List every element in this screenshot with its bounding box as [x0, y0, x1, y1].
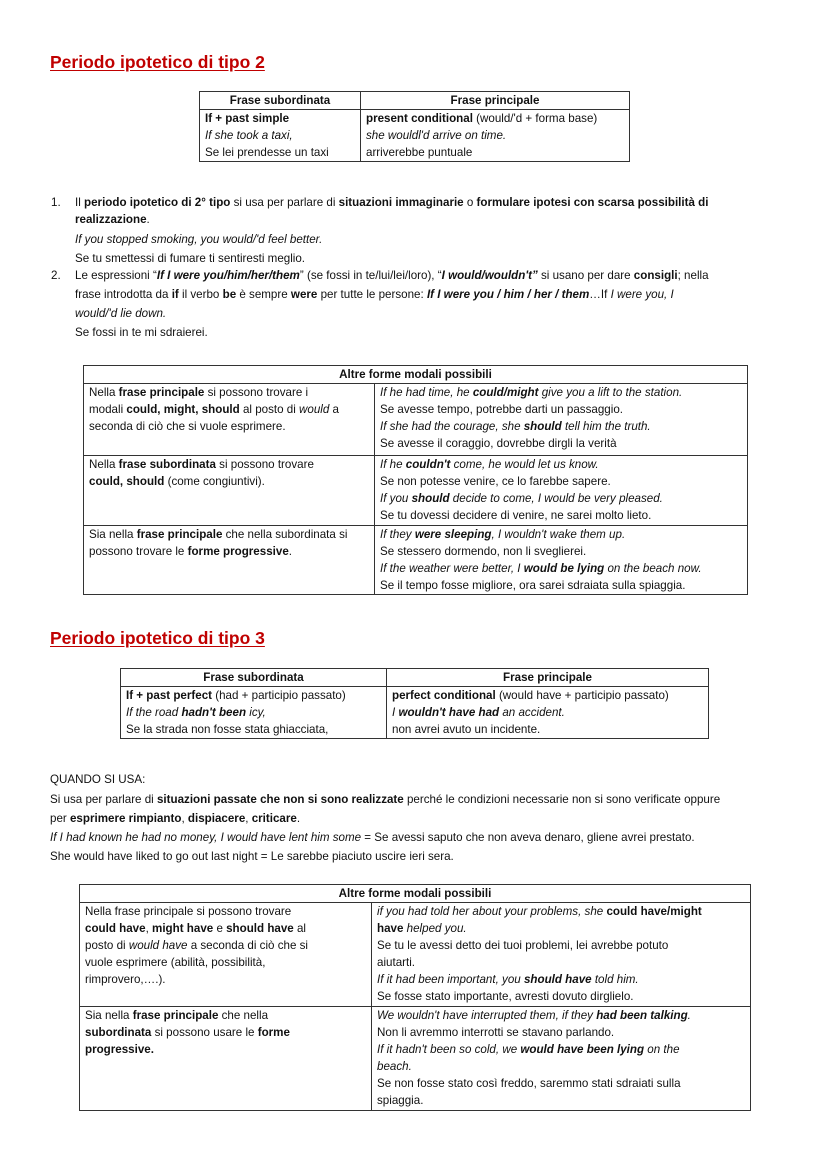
text-run: Se il tempo fosse migliore, ora sarei sdraiata sulla spiaggia. — [380, 579, 686, 592]
text-run: would — [299, 403, 330, 416]
text-run: should have — [226, 922, 294, 935]
modal-right-cell — [375, 526, 748, 595]
modal-left-cell — [80, 903, 372, 1007]
text-run: If the weather were better, I — [380, 562, 524, 575]
text-run: tell him the truth. — [561, 420, 651, 433]
text-line — [50, 810, 790, 827]
table-header: Frase subordinata — [200, 92, 361, 110]
text-run: would be lying — [523, 562, 605, 575]
text-run: She would have liked to go out last night = Le sarebbe piaciuto uscire ieri sera. — [50, 850, 454, 863]
text-run: present conditional — [366, 112, 473, 125]
text-run: ; nella — [677, 269, 709, 282]
table-cell — [387, 721, 709, 739]
text-line — [85, 954, 366, 971]
text-run: il verbo — [178, 288, 223, 301]
text-line — [377, 1092, 745, 1109]
text-line — [377, 920, 745, 937]
list-number: 1. — [51, 196, 61, 209]
text-run: = Se avessi saputo che non aveva denaro, gliene avrei prestato. — [361, 831, 695, 844]
table-cell — [121, 704, 387, 721]
text-run: …If — [589, 288, 611, 301]
text-run: If it hadn't been so cold, we — [377, 1043, 521, 1056]
text-run: ” (se fossi in te/lui/lei/loro), “ — [299, 269, 442, 282]
text-run: could, should — [89, 475, 165, 488]
text-line — [380, 418, 742, 435]
text-line — [89, 401, 369, 418]
text-run: Il — [75, 196, 85, 209]
text-run: . — [288, 545, 293, 558]
text-run: criticare — [251, 812, 297, 825]
text-run: wouldn't have had — [398, 706, 500, 719]
text-line — [85, 903, 366, 920]
text-run: , — [181, 812, 188, 825]
text-line — [377, 1058, 745, 1075]
list-item — [51, 267, 791, 341]
text-run: Se avesse il coraggio, dovrebbe dirgli la verità — [380, 437, 617, 450]
text-run: non avrei avuto un incidente. — [392, 723, 541, 736]
text-run: couldn't — [405, 458, 451, 471]
text-run: esprimere rimpianto — [69, 812, 182, 825]
text-run: Se tu smettessi di fumare ti sentiresti meglio. — [75, 252, 306, 265]
text-run: were sleeping — [414, 528, 492, 541]
text-run: Se non potesse venire, ce lo farebbe sapere. — [380, 475, 611, 488]
text-run: formulare ipotesi con scarsa possibilità di — [476, 196, 709, 209]
heading-tipo-3: Periodo ipotetico di tipo 3 — [50, 628, 265, 648]
text-run: perfect conditional — [392, 689, 496, 702]
text-run: , — [245, 812, 252, 825]
text-run: beach. — [377, 1060, 412, 1073]
text-run: Sia nella — [89, 528, 137, 541]
text-run: rimprovero,….). — [85, 973, 166, 986]
text-run: Se non fosse stato così freddo, saremmo stati sdraiati sulla — [377, 1077, 681, 1090]
table-cell — [200, 110, 361, 128]
text-line — [75, 231, 791, 248]
table-cell — [200, 127, 361, 144]
text-run: aiutarti. — [377, 956, 416, 969]
text-run: on the — [644, 1043, 680, 1056]
text-line — [380, 526, 742, 543]
text-line — [89, 418, 369, 435]
text-run: al posto di — [239, 403, 300, 416]
text-run: If + past simple — [205, 112, 290, 125]
text-run: subordinata — [85, 1026, 152, 1039]
text-run: If I were you/him/her/them — [156, 269, 300, 282]
text-run: si possono trovare — [215, 458, 314, 471]
text-run: che nella — [218, 1009, 269, 1022]
text-run: , I wouldn't wake them up. — [491, 528, 626, 541]
table-header: Frase principale — [361, 92, 630, 110]
text-line — [377, 1075, 745, 1092]
modal-table-title: Altre forme modali possibili — [80, 885, 751, 903]
text-line — [85, 1041, 366, 1058]
modal-left-cell — [84, 384, 375, 456]
text-run: If he — [380, 458, 406, 471]
modal-right-cell — [372, 903, 751, 1007]
text-run: should have — [523, 973, 592, 986]
modal-right-cell — [375, 384, 748, 456]
table-cell — [387, 704, 709, 721]
table-cell — [361, 127, 630, 144]
numbered-list — [51, 194, 791, 341]
text-run: if — [171, 288, 179, 301]
text-run: . — [146, 213, 150, 226]
text-run: have — [377, 922, 404, 935]
text-run: (would have + participio passato) — [495, 689, 669, 702]
text-run: Non li avremmo interrotti se stavano parlando. — [377, 1026, 615, 1039]
text-line — [377, 937, 745, 954]
text-run: Se fosse stato importante, avresti dovuto dirglielo. — [377, 990, 634, 1003]
table-header: Frase subordinata — [121, 669, 387, 687]
text-line — [75, 324, 791, 341]
modal-right-cell — [375, 456, 748, 526]
text-line — [85, 920, 366, 937]
text-run: Se lei prendesse un taxi — [205, 146, 329, 159]
text-run: an accident. — [499, 706, 565, 719]
text-run: If + past perfect — [126, 689, 213, 702]
text-run: periodo ipotetico di 2° tipo — [84, 196, 231, 209]
text-run: vuole esprimere (abilità, possibilità, — [85, 956, 266, 969]
modal-left-cell — [80, 1007, 372, 1111]
text-line — [50, 848, 790, 865]
text-run: could/might — [472, 386, 539, 399]
text-run: forme — [257, 1026, 290, 1039]
text-run: Se stessero dormendo, non li sveglierei. — [380, 545, 587, 558]
text-run: Le espressioni “ — [75, 269, 157, 282]
text-run: had been talking — [596, 1009, 688, 1022]
text-line — [377, 988, 745, 1005]
text-run: come, he would let us know. — [450, 458, 599, 471]
text-run: (would/'d + forma base) — [472, 112, 598, 125]
text-run: would have been lying — [520, 1043, 645, 1056]
text-line — [75, 194, 791, 211]
text-run: I were you, I — [610, 288, 674, 301]
text-run: give you a lift to the station. — [538, 386, 683, 399]
text-run: should — [523, 420, 562, 433]
text-run: If it had been important, you — [377, 973, 524, 986]
text-run: told him. — [591, 973, 639, 986]
text-run: . — [296, 812, 301, 825]
text-run: , — [145, 922, 153, 935]
text-run: al — [293, 922, 307, 935]
table-cell — [387, 687, 709, 705]
modal-table-title: Altre forme modali possibili — [84, 366, 748, 384]
table-header: Frase principale — [387, 669, 709, 687]
text-run: If the road — [126, 706, 182, 719]
quando-section — [50, 771, 790, 865]
text-run: progressive. — [85, 1043, 154, 1056]
text-line — [380, 456, 742, 473]
text-run: frase introdotta da — [75, 288, 172, 301]
text-run: si possono usare le — [151, 1026, 258, 1039]
list-number: 2. — [51, 269, 61, 282]
text-line — [89, 456, 369, 473]
modal-right-cell — [372, 1007, 751, 1111]
text-run: could, might, should — [126, 403, 240, 416]
text-run: frase principale — [132, 1009, 219, 1022]
text-line — [380, 384, 742, 401]
text-run: a — [329, 403, 339, 416]
text-run: could have — [85, 922, 146, 935]
text-run: per tutte le persone: — [317, 288, 427, 301]
text-run: We wouldn't have interrupted them, if they — [377, 1009, 597, 1022]
text-run: a seconda di ciò che si — [187, 939, 309, 952]
text-line — [75, 286, 791, 303]
text-run: Se tu le avessi detto dei tuoi problemi, lei avrebbe potuto — [377, 939, 669, 952]
text-run: si possono trovare i — [204, 386, 309, 399]
text-run: frase principale — [118, 386, 205, 399]
text-run: che nella subordinata si — [222, 528, 348, 541]
table-tipo-3 — [120, 668, 709, 739]
text-line — [85, 1024, 366, 1041]
text-run: Se la strada non fosse stata ghiacciata, — [126, 723, 329, 736]
text-run: si usano per dare — [537, 269, 634, 282]
text-run: dispiacere — [187, 812, 246, 825]
text-run: posto di — [85, 939, 129, 952]
text-run: spiaggia. — [377, 1094, 424, 1107]
text-run: should — [411, 492, 450, 505]
text-run: decide to come, I would be very pleased. — [449, 492, 663, 505]
text-run: modali — [89, 403, 127, 416]
text-run: Nella — [89, 386, 119, 399]
text-run: frase principale — [136, 528, 223, 541]
text-run: possono trovare le — [89, 545, 188, 558]
text-run: e — [213, 922, 227, 935]
text-line — [377, 1024, 745, 1041]
text-run: (come congiuntivi). — [164, 475, 265, 488]
text-run: helped you. — [403, 922, 467, 935]
modal-left-cell — [84, 526, 375, 595]
text-line — [89, 384, 369, 401]
text-run: Nella — [89, 458, 119, 471]
text-line — [380, 435, 742, 452]
text-line — [377, 903, 745, 920]
text-run: she wouldl'd arrive on time. — [366, 129, 507, 142]
text-run: Se avesse tempo, potrebbe darti un passaggio. — [380, 403, 623, 416]
text-line — [75, 250, 791, 267]
text-run: Sia nella — [85, 1009, 133, 1022]
text-line — [89, 473, 369, 490]
text-line — [89, 526, 369, 543]
text-run: arriverebbe puntuale — [366, 146, 473, 159]
text-run: si usa per parlare di — [230, 196, 339, 209]
text-line — [377, 1041, 745, 1058]
text-run: If I had known he had no money, I would have lent him some — [50, 831, 362, 844]
text-run: Si usa per parlare di — [50, 793, 157, 806]
modal-table-tipo-2 — [83, 365, 748, 595]
text-run: consigli — [633, 269, 678, 282]
text-run: could have/might — [606, 905, 702, 918]
text-run: realizzazione — [75, 213, 147, 226]
table-tipo-2 — [199, 91, 630, 162]
text-line — [85, 937, 366, 954]
text-run: If he had time, he — [380, 386, 473, 399]
text-run: hadn't been — [181, 706, 247, 719]
text-run: If she took a taxi, — [205, 129, 293, 142]
text-line — [89, 543, 369, 560]
text-line — [380, 577, 742, 594]
text-line — [75, 211, 791, 228]
text-line — [75, 305, 791, 322]
table-cell — [361, 110, 630, 128]
text-line — [377, 1007, 745, 1024]
table-cell — [121, 687, 387, 705]
text-run: è sempre — [236, 288, 291, 301]
text-line — [380, 507, 742, 524]
text-run: If they — [380, 528, 415, 541]
text-run: I — [392, 706, 399, 719]
modal-table-tipo-3 — [79, 884, 751, 1111]
text-run: on the beach now. — [604, 562, 702, 575]
text-line — [85, 1007, 366, 1024]
text-run: perché le condizioni necessarie non si sono verificate oppure — [403, 793, 721, 806]
text-line — [380, 560, 742, 577]
text-run: (had + participio passato) — [212, 689, 346, 702]
text-line — [50, 829, 790, 846]
text-run: if you had told her about your problems, she — [377, 905, 607, 918]
text-run: would/'d lie down. — [75, 307, 167, 320]
text-line — [380, 543, 742, 560]
text-line — [75, 267, 791, 284]
text-run: If you stopped smoking, you would/'d feel better. — [75, 233, 323, 246]
text-run: would have — [128, 939, 188, 952]
section-label: QUANDO SI USA: — [50, 773, 146, 786]
text-line — [380, 401, 742, 418]
text-line — [50, 791, 790, 808]
text-run: seconda di ciò che si vuole esprimere. — [89, 420, 286, 433]
list-item — [51, 194, 791, 267]
modal-left-cell — [84, 456, 375, 526]
text-line — [377, 954, 745, 971]
text-run: I would/wouldn't” — [441, 269, 538, 282]
text-run: . — [687, 1009, 691, 1022]
table-cell — [361, 144, 630, 162]
text-run: frase subordinata — [118, 458, 216, 471]
text-run: Nella frase principale si possono trovare — [85, 905, 292, 918]
text-run: icy, — [246, 706, 266, 719]
text-run: If she had the courage, she — [380, 420, 524, 433]
text-run: forme progressive — [187, 545, 289, 558]
text-run: Se fossi in te mi sdraierei. — [75, 326, 208, 339]
text-line — [380, 473, 742, 490]
text-line — [377, 971, 745, 988]
text-run: were — [290, 288, 318, 301]
heading-tipo-2: Periodo ipotetico di tipo 2 — [50, 52, 265, 72]
table-cell — [200, 144, 361, 162]
text-run: situazioni passate che non si sono realizzate — [156, 793, 404, 806]
table-cell — [121, 721, 387, 739]
text-line — [85, 971, 366, 988]
text-run: If you — [380, 492, 412, 505]
text-run: per — [50, 812, 70, 825]
text-run: o — [463, 196, 477, 209]
text-line — [380, 490, 742, 507]
text-run: If I were you / him / her / them — [426, 288, 590, 301]
text-run: Se tu dovessi decidere di venire, ne sarei molto lieto. — [380, 509, 652, 522]
text-run: might have — [152, 922, 214, 935]
text-run: situazioni immaginarie — [338, 196, 464, 209]
text-run: be — [222, 288, 237, 301]
